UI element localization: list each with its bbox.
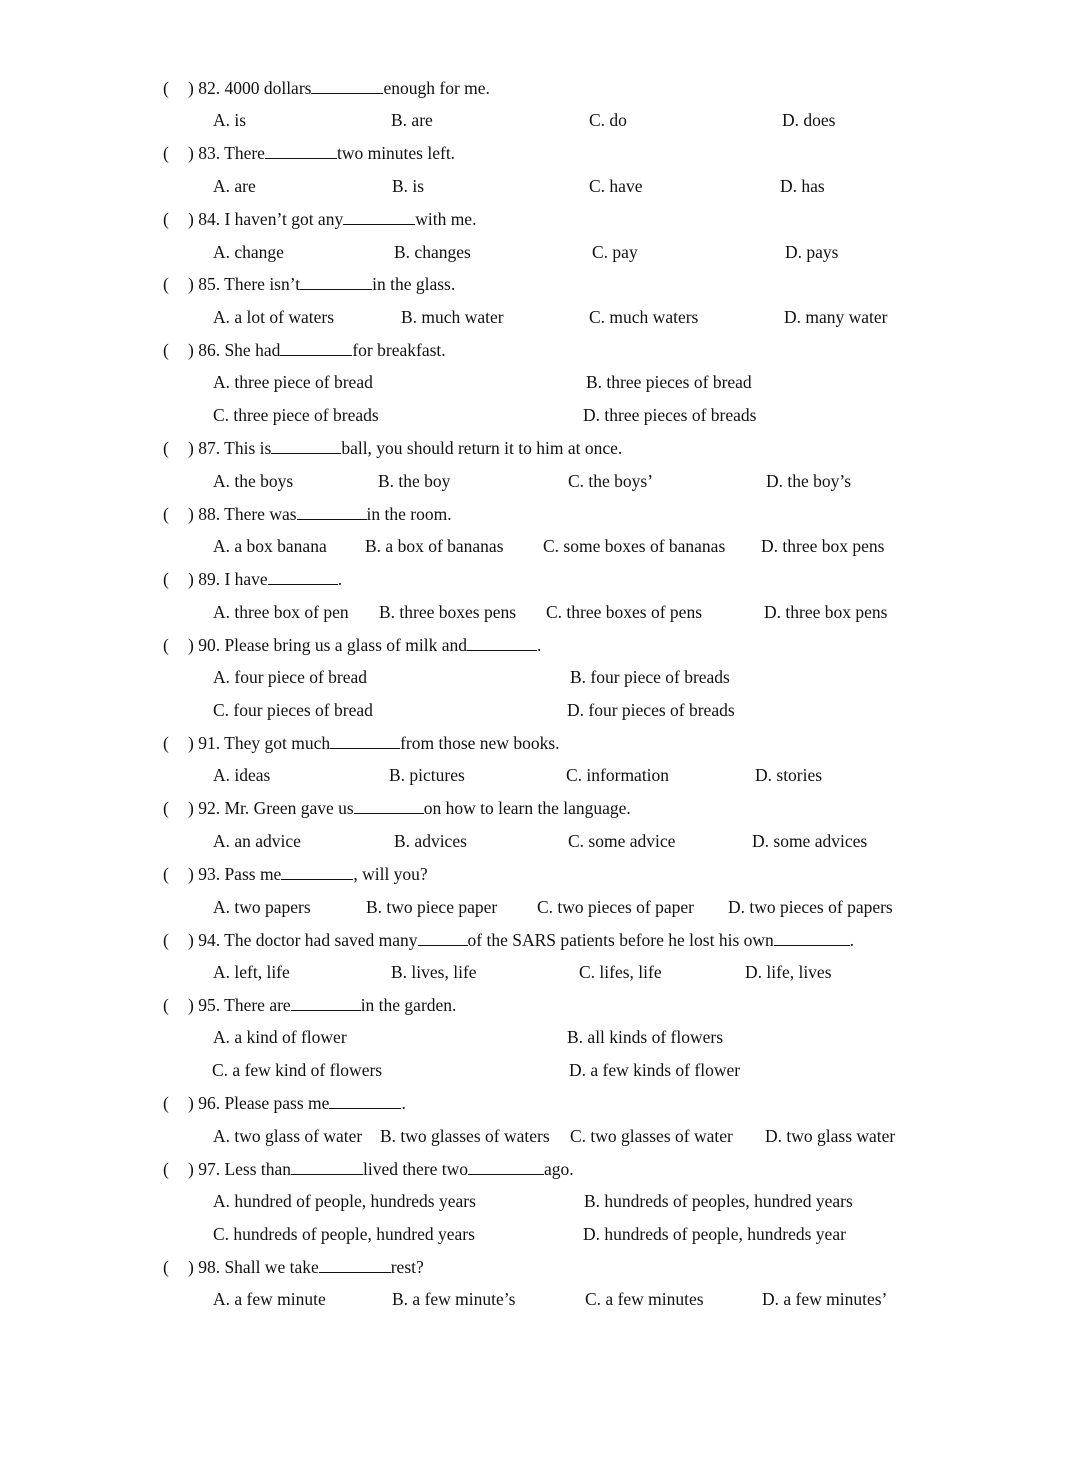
question-number: ) 98. bbox=[188, 1257, 225, 1277]
question-97 bbox=[163, 1154, 574, 1184]
question-92 bbox=[163, 793, 631, 823]
question-text: They got much bbox=[224, 733, 331, 753]
question-number: ) 86. bbox=[188, 340, 225, 360]
question-text: Please pass me bbox=[224, 1093, 330, 1113]
question-text: in the glass. bbox=[372, 274, 456, 294]
option-d-83: D. has bbox=[780, 176, 825, 196]
answer-paren[interactable]: ( bbox=[163, 1093, 169, 1113]
option-b-90: B. four piece of breads bbox=[570, 667, 730, 687]
option-c-83: C. have bbox=[589, 176, 643, 196]
question-89 bbox=[163, 564, 342, 594]
answer-blank bbox=[343, 208, 415, 225]
question-text: . bbox=[401, 1093, 406, 1113]
option-c-82: C. do bbox=[589, 110, 627, 130]
question-text: on how to learn the language. bbox=[423, 798, 631, 818]
question-text: Mr. Green gave us bbox=[224, 798, 354, 818]
question-95 bbox=[163, 990, 456, 1020]
answer-blank bbox=[774, 929, 850, 946]
option-a-90: A. four piece of bread bbox=[213, 667, 368, 687]
answer-blank bbox=[280, 339, 352, 356]
question-text: Please bring us a glass of milk and bbox=[224, 635, 467, 655]
answer-blank bbox=[271, 437, 341, 454]
option-d-93: D. two pieces of papers bbox=[728, 897, 893, 917]
option-c-84: C. pay bbox=[592, 242, 638, 262]
option-b-83: B. is bbox=[392, 176, 425, 196]
option-d-88: D. three box pens bbox=[761, 536, 885, 556]
option-b-93: B. two piece paper bbox=[366, 897, 498, 917]
answer-blank bbox=[297, 503, 367, 520]
question-93 bbox=[163, 859, 428, 889]
question-82 bbox=[163, 73, 490, 103]
question-text: . bbox=[536, 635, 542, 655]
answer-blank bbox=[281, 863, 353, 880]
option-b-92: B. advices bbox=[394, 831, 467, 851]
option-a-87: A. the boys bbox=[213, 471, 294, 491]
question-85 bbox=[163, 269, 455, 299]
question-text: ago. bbox=[544, 1159, 574, 1179]
option-d-98: D. a few minutes’ bbox=[762, 1289, 888, 1309]
option-d-90: D. four pieces of breads bbox=[567, 700, 735, 720]
question-96 bbox=[163, 1088, 406, 1118]
option-d-96: D. two glass water bbox=[765, 1126, 896, 1146]
question-text: There are bbox=[224, 995, 291, 1015]
question-text: , will you? bbox=[353, 864, 428, 884]
question-87 bbox=[163, 433, 622, 463]
question-text: for breakfast. bbox=[352, 340, 446, 360]
question-number: ) 93. bbox=[188, 864, 225, 884]
question-90 bbox=[163, 630, 541, 660]
question-text: There bbox=[224, 143, 265, 163]
question-number: ) 92. bbox=[188, 798, 225, 818]
question-text: There isn’t bbox=[224, 274, 301, 294]
option-d-82: D. does bbox=[782, 110, 836, 130]
option-c-87: C. the boys’ bbox=[568, 471, 654, 491]
question-text: . bbox=[337, 569, 343, 589]
option-b-96: B. two glasses of waters bbox=[380, 1126, 550, 1146]
question-84 bbox=[163, 204, 476, 234]
question-94 bbox=[163, 925, 854, 955]
question-number: ) 82. bbox=[188, 78, 225, 98]
option-b-89: B. three boxes pens bbox=[379, 602, 517, 622]
answer-blank bbox=[311, 77, 383, 94]
option-c-93: C. two pieces of paper bbox=[537, 897, 694, 917]
option-c-89: C. three boxes of pens bbox=[546, 602, 703, 622]
option-c-98: C. a few minutes bbox=[585, 1289, 704, 1309]
question-text: I haven’t got any bbox=[224, 209, 344, 229]
option-b-97: B. hundreds of peoples, hundred years bbox=[584, 1191, 853, 1211]
option-a-93: A. two papers bbox=[213, 897, 311, 917]
question-number: ) 97. bbox=[188, 1159, 225, 1179]
option-a-95: A. a kind of flower bbox=[213, 1027, 347, 1047]
answer-blank bbox=[291, 994, 361, 1011]
option-b-85: B. much water bbox=[401, 307, 504, 327]
question-text: in the room. bbox=[366, 504, 452, 524]
option-b-98: B. a few minute’s bbox=[392, 1289, 516, 1309]
option-a-89: A. three box of pen bbox=[213, 602, 349, 622]
answer-paren[interactable]: ( bbox=[163, 78, 169, 98]
question-text: rest? bbox=[390, 1257, 424, 1277]
question-text: There was bbox=[224, 504, 297, 524]
option-c-85: C. much waters bbox=[589, 307, 699, 327]
option-a-85: A. a lot of waters bbox=[213, 307, 335, 327]
option-d-87: D. the boy’s bbox=[766, 471, 852, 491]
option-c-96: C. two glasses of water bbox=[570, 1126, 733, 1146]
question-text: lived there two bbox=[363, 1159, 469, 1179]
answer-paren[interactable]: ( bbox=[163, 209, 169, 229]
option-b-84: B. changes bbox=[394, 242, 471, 262]
option-a-97: A. hundred of people, hundreds years bbox=[213, 1191, 476, 1211]
answer-paren[interactable]: ( bbox=[163, 1257, 169, 1277]
question-number: ) 88. bbox=[188, 504, 225, 524]
option-d-85: D. many water bbox=[784, 307, 888, 327]
option-a-91: A. ideas bbox=[213, 765, 271, 785]
question-text: two minutes left. bbox=[336, 143, 456, 163]
question-text: in the garden. bbox=[360, 995, 457, 1015]
option-c-97: C. hundreds of people, hundred years bbox=[213, 1224, 475, 1244]
option-d-84: D. pays bbox=[785, 242, 839, 262]
option-a-98: A. a few minute bbox=[213, 1289, 326, 1309]
option-c-95: C. a few kind of flowers bbox=[212, 1060, 383, 1080]
answer-paren[interactable]: ( bbox=[163, 274, 169, 294]
question-98 bbox=[163, 1252, 424, 1282]
question-number: ) 87. bbox=[188, 438, 225, 458]
option-b-86: B. three pieces of bread bbox=[586, 372, 752, 392]
question-86 bbox=[163, 335, 446, 365]
answer-blank bbox=[319, 1256, 391, 1273]
option-d-86: D. three pieces of breads bbox=[583, 405, 757, 425]
question-text: The doctor had saved many bbox=[224, 930, 418, 950]
option-d-91: D. stories bbox=[755, 765, 823, 785]
question-88 bbox=[163, 499, 452, 529]
option-b-95: B. all kinds of flowers bbox=[567, 1027, 724, 1047]
question-83 bbox=[163, 138, 455, 168]
answer-blank bbox=[468, 1158, 544, 1175]
option-b-88: B. a box of bananas bbox=[365, 536, 504, 556]
question-text: with me. bbox=[415, 209, 477, 229]
question-number: ) 91. bbox=[188, 733, 225, 753]
question-text: Shall we take bbox=[224, 1257, 319, 1277]
option-b-94: B. lives, life bbox=[391, 962, 477, 982]
option-a-82: A. is bbox=[213, 110, 247, 130]
question-text: from those new books. bbox=[400, 733, 560, 753]
option-d-94: D. life, lives bbox=[745, 962, 832, 982]
answer-paren[interactable]: ( bbox=[163, 340, 169, 360]
answer-blank bbox=[467, 634, 537, 651]
option-c-91: C. information bbox=[566, 765, 670, 785]
answer-paren[interactable]: ( bbox=[163, 995, 169, 1015]
option-a-83: A. are bbox=[213, 176, 256, 196]
option-d-89: D. three box pens bbox=[764, 602, 888, 622]
answer-paren[interactable]: ( bbox=[163, 569, 169, 589]
answer-blank bbox=[268, 568, 338, 585]
option-d-95: D. a few kinds of flower bbox=[569, 1060, 741, 1080]
option-b-87: B. the boy bbox=[378, 471, 451, 491]
option-c-94: C. lifes, life bbox=[579, 962, 662, 982]
answer-blank bbox=[300, 273, 372, 290]
option-a-94: A. left, life bbox=[213, 962, 290, 982]
answer-paren[interactable]: ( bbox=[163, 798, 169, 818]
option-b-82: B. are bbox=[391, 110, 433, 130]
option-c-86: C. three piece of breads bbox=[213, 405, 379, 425]
question-number: ) 95. bbox=[188, 995, 225, 1015]
question-text: She had bbox=[224, 340, 281, 360]
question-number: ) 83. bbox=[188, 143, 225, 163]
question-number: ) 94. bbox=[188, 930, 225, 950]
question-text: ball, you should return it to him at once. bbox=[341, 438, 623, 458]
option-c-90: C. four pieces of bread bbox=[213, 700, 373, 720]
option-c-88: C. some boxes of bananas bbox=[543, 536, 726, 556]
answer-paren[interactable]: ( bbox=[163, 504, 169, 524]
question-text: . bbox=[849, 930, 855, 950]
answer-paren[interactable]: ( bbox=[163, 635, 169, 655]
answer-paren[interactable]: ( bbox=[163, 143, 169, 163]
option-a-88: A. a box banana bbox=[213, 536, 327, 556]
question-text: Pass me bbox=[224, 864, 282, 884]
option-a-92: A. an advice bbox=[213, 831, 301, 851]
answer-paren[interactable]: ( bbox=[163, 1159, 169, 1179]
question-number: ) 90. bbox=[188, 635, 225, 655]
question-text: enough for me. bbox=[383, 78, 490, 98]
answer-blank bbox=[418, 929, 468, 946]
answer-blank bbox=[291, 1158, 363, 1175]
answer-blank bbox=[354, 797, 424, 814]
question-number: ) 85. bbox=[188, 274, 225, 294]
question-number: ) 96. bbox=[188, 1093, 225, 1113]
answer-paren[interactable]: ( bbox=[163, 438, 169, 458]
question-number: ) 84. bbox=[188, 209, 225, 229]
question-91 bbox=[163, 728, 560, 758]
question-text: of the SARS patients before he lost his own bbox=[467, 930, 774, 950]
answer-blank bbox=[330, 732, 400, 749]
option-c-92: C. some advice bbox=[568, 831, 676, 851]
answer-blank bbox=[329, 1092, 401, 1109]
option-b-91: B. pictures bbox=[389, 765, 465, 785]
question-text: Less than bbox=[224, 1159, 292, 1179]
option-a-96: A. two glass of water bbox=[213, 1126, 363, 1146]
question-text: I have bbox=[224, 569, 268, 589]
option-d-97: D. hundreds of people, hundreds year bbox=[583, 1224, 846, 1244]
option-d-92: D. some advices bbox=[752, 831, 868, 851]
question-text: This is bbox=[224, 438, 272, 458]
answer-paren[interactable]: ( bbox=[163, 930, 169, 950]
answer-blank bbox=[265, 142, 337, 159]
option-a-84: A. change bbox=[213, 242, 284, 262]
answer-paren[interactable]: ( bbox=[163, 864, 169, 884]
option-a-86: A. three piece of bread bbox=[213, 372, 373, 392]
question-number: ) 89. bbox=[188, 569, 225, 589]
answer-paren[interactable]: ( bbox=[163, 733, 169, 753]
question-text: 4000 dollars bbox=[224, 78, 312, 98]
